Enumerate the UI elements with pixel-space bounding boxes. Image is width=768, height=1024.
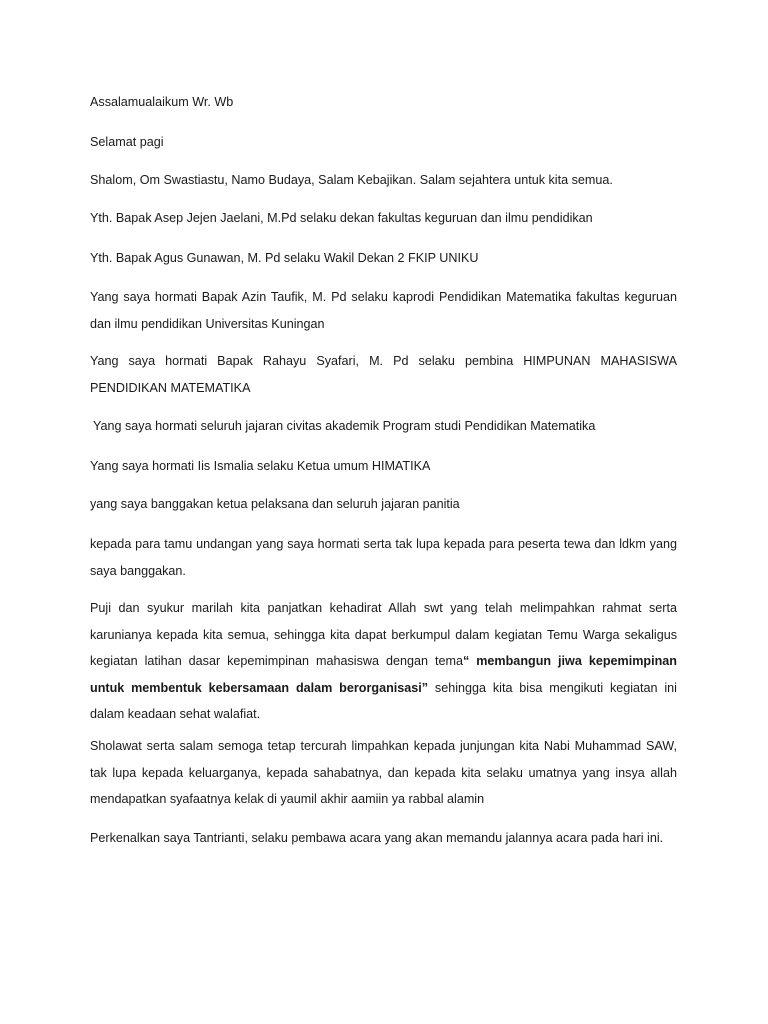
address-kaprodi: Yang saya hormati Bapak Azin Taufik, M. Pd selaku kaprodi Pendidikan Matematika fakultas keguruan dan ilmu pendidikan Universitas Kuningan xyxy=(90,290,677,331)
paragraph-sholawat: Sholawat serta salam semoga tetap tercurah limpahkan kepada junjungan kita Nabi Muhammad SAW, tak lupa kepada keluarganya, kepada sahabatnya, dan kepada kita selaku umatnya yang insya allah mendapatkan syafaatnya kelak di yaumil akhir aamiin ya rabbal alamin xyxy=(90,739,677,806)
address-civitas: Yang saya hormati seluruh jajaran civitas akademik Program studi Pendidikan Matematika xyxy=(93,419,596,433)
puji-text-before: Puji dan syukur marilah kita panjatkan kehadirat Allah swt yang telah melimpahkan rahmat serta karunianya kepada kita semua, sehingga kita dapat berkumpul dalam kegiatan Temu Warga sekaligus kegiatan latihan dasar kepemimpinan mahasiswa dengan tema xyxy=(90,601,677,668)
paragraph-puji-syukur xyxy=(90,595,677,728)
paragraph-perkenalan: Perkenalkan saya Tantrianti, selaku pembawa acara yang akan memandu jalannya acara pada hari ini. xyxy=(90,831,664,845)
greeting-salam: Assalamualaikum Wr. Wb xyxy=(90,95,234,109)
address-dekan: Yth. Bapak Asep Jejen Jaelani, M.Pd selaku dekan fakultas keguruan dan ilmu pendidikan xyxy=(90,211,593,225)
address-tamu: kepada para tamu undangan yang saya hormati serta tak lupa kepada para peserta tewa dan ldkm yang saya banggakan. xyxy=(90,537,677,578)
greeting-interfaith: Shalom, Om Swastiastu, Namo Budaya, Salam Kebajikan. Salam sejahtera untuk kita semua. xyxy=(90,173,613,187)
puji-text-after: sehingga kita bisa mengikuti kegiatan ini dalam keadaan sehat walafiat. xyxy=(90,680,677,721)
address-ketua-umum: Yang saya hormati Iis Ismalia selaku Ketua umum HIMATIKA xyxy=(90,459,431,473)
address-panitia: yang saya banggakan ketua pelaksana dan seluruh jajaran panitia xyxy=(90,497,460,511)
puji-theme-bold: “ membangun jiwa kepemimpinan untuk membentuk kebersamaan dalam berorganisasi” xyxy=(90,654,677,695)
address-pembina: Yang saya hormati Bapak Rahayu Syafari, M. Pd selaku pembina HIMPUNAN MAHASISWA PENDIDIKAN MATEMATIKA xyxy=(90,354,677,395)
address-wakil-dekan: Yth. Bapak Agus Gunawan, M. Pd selaku Wakil Dekan 2 FKIP UNIKU xyxy=(90,251,479,265)
greeting-pagi: Selamat pagi xyxy=(90,135,164,149)
